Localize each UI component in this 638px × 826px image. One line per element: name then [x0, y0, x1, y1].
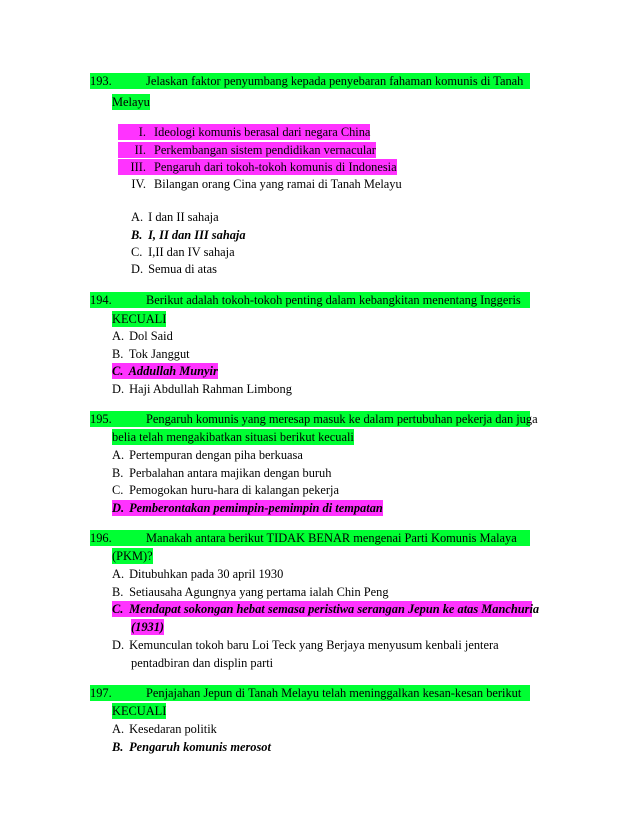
option-letter: B. — [112, 466, 124, 480]
option-text: Kesedaran politik — [129, 722, 217, 736]
option-a — [112, 328, 173, 344]
question-196-stem-cont — [112, 548, 153, 564]
question-number: 193. — [90, 74, 112, 88]
option-text: Addullah Munyir — [128, 364, 218, 378]
option-d — [112, 637, 499, 653]
option-text: Dol Said — [129, 329, 173, 343]
question-text-cont: belia telah mengakibatkan situasi berikut kecuali — [112, 430, 354, 444]
statement-iv — [118, 176, 402, 192]
question-text-cont: Melayu — [112, 95, 150, 109]
option-text: Pemogokan huru-hara di kalangan pekerja — [129, 483, 339, 497]
statement-text: Bilangan orang Cina yang ramai di Tanah Melayu — [154, 177, 402, 191]
question-text: Jelaskan faktor penyumbang kepada penyebaran fahaman komunis di Tanah — [146, 74, 524, 88]
option-b-answer — [131, 227, 246, 243]
option-c-answer-cont — [131, 619, 164, 635]
question-text: Penjajahan Jepun di Tanah Melayu telah meninggalkan kesan-kesan berikut — [146, 686, 522, 700]
option-b — [112, 465, 331, 481]
option-text: Setiausaha Agungnya yang pertama ialah Chin Peng — [129, 585, 389, 599]
question-194-stem-cont — [112, 311, 166, 327]
option-letter: A. — [112, 329, 125, 343]
option-letter: D. — [131, 262, 144, 276]
option-text: Tok Janggut — [128, 347, 190, 361]
option-b-answer — [112, 739, 271, 755]
option-text: Perbalahan antara majikan dengan buruh — [129, 466, 332, 480]
question-195-stem-cont — [112, 429, 354, 445]
option-letter: A. — [131, 210, 144, 224]
option-d-answer — [112, 500, 383, 516]
option-text-cont: (1931) — [131, 620, 165, 634]
option-text: Ditubuhkan pada 30 april 1930 — [129, 567, 284, 581]
question-text: Berikut adalah tokoh-tokoh penting dalam kebangkitan menentang Inggeris — [146, 293, 521, 307]
question-text: Manakah antara berikut TIDAK BENAR mengenai Parti Komunis Malaya — [146, 531, 517, 545]
statement-num: II. — [134, 143, 146, 157]
question-text-cont: (PKM)? — [112, 549, 153, 563]
option-c-answer — [112, 363, 218, 379]
option-letter: A. — [112, 448, 125, 462]
question-196-stem — [90, 530, 530, 546]
option-a — [112, 721, 217, 737]
question-number: 194. — [90, 293, 112, 307]
option-letter: D. — [112, 501, 125, 515]
question-number: 197. — [90, 686, 112, 700]
question-193-stem-cont — [112, 94, 150, 110]
statement-ii — [118, 142, 376, 158]
statement-num: IV. — [131, 177, 146, 191]
question-number: 196. — [90, 531, 112, 545]
question-number: 195. — [90, 412, 112, 426]
statement-text: Pengaruh dari tokoh-tokoh komunis di Indonesia — [154, 160, 397, 174]
option-b — [112, 346, 190, 362]
option-text: I dan II sahaja — [148, 210, 219, 224]
question-text-cont: KECUALI — [112, 312, 167, 326]
option-text: Semua di atas — [148, 262, 217, 276]
option-a — [112, 566, 283, 582]
option-d — [131, 261, 217, 277]
option-a — [131, 209, 219, 225]
option-letter: B. — [112, 585, 124, 599]
option-text-cont: pentadbiran dan displin parti — [131, 656, 274, 670]
option-c-answer — [112, 601, 540, 617]
option-letter: C. — [112, 602, 124, 616]
option-c — [131, 244, 235, 260]
option-letter: C. — [112, 483, 124, 497]
option-letter: A. — [112, 722, 125, 736]
statement-num: III. — [130, 160, 146, 174]
option-text: I, II dan III sahaja — [148, 228, 246, 242]
option-letter: C. — [112, 364, 124, 378]
question-193-stem — [90, 73, 530, 89]
statement-i — [118, 124, 370, 140]
option-d — [112, 381, 292, 397]
option-text: Haji Abdullah Rahman Limbong — [129, 382, 292, 396]
option-letter: A. — [112, 567, 125, 581]
question-197-stem-cont — [112, 703, 166, 719]
option-text: Kemunculan tokoh baru Loi Teck yang Berjaya menyusum kenbali jentera — [129, 638, 499, 652]
option-text: Pengaruh komunis merosot — [129, 740, 271, 754]
question-195-stem — [90, 411, 538, 427]
question-text: Pengaruh komunis yang meresap masuk ke dalam pertubuhan pekerja dan juga — [146, 412, 538, 426]
option-letter: D. — [112, 638, 125, 652]
option-letter: D. — [112, 382, 125, 396]
statement-text: Ideologi komunis berasal dari negara China — [154, 125, 371, 139]
option-b — [112, 584, 389, 600]
option-text: Pemberontakan pemimpin-pemimpin di tempatan — [129, 501, 383, 515]
option-text: Pertempuran dengan piha berkuasa — [129, 448, 303, 462]
question-194-stem — [90, 292, 530, 308]
option-text: Mendapat sokongan hebat semasa peristiwa serangan Jepun ke atas Manchuria — [129, 602, 540, 616]
statement-iii — [118, 159, 397, 175]
option-c — [112, 482, 339, 498]
option-letter: B. — [112, 347, 124, 361]
option-text: I,II dan IV sahaja — [148, 245, 235, 259]
question-text-cont: KECUALI — [112, 704, 167, 718]
question-197-stem — [90, 685, 530, 701]
option-letter: B. — [131, 228, 143, 242]
option-d-cont — [131, 655, 273, 671]
statement-num: I. — [138, 125, 146, 139]
option-letter: B. — [112, 740, 124, 754]
option-a — [112, 447, 303, 463]
option-letter: C. — [131, 245, 143, 259]
statement-text: Perkembangan sistem pendidikan vernacular — [154, 143, 376, 157]
